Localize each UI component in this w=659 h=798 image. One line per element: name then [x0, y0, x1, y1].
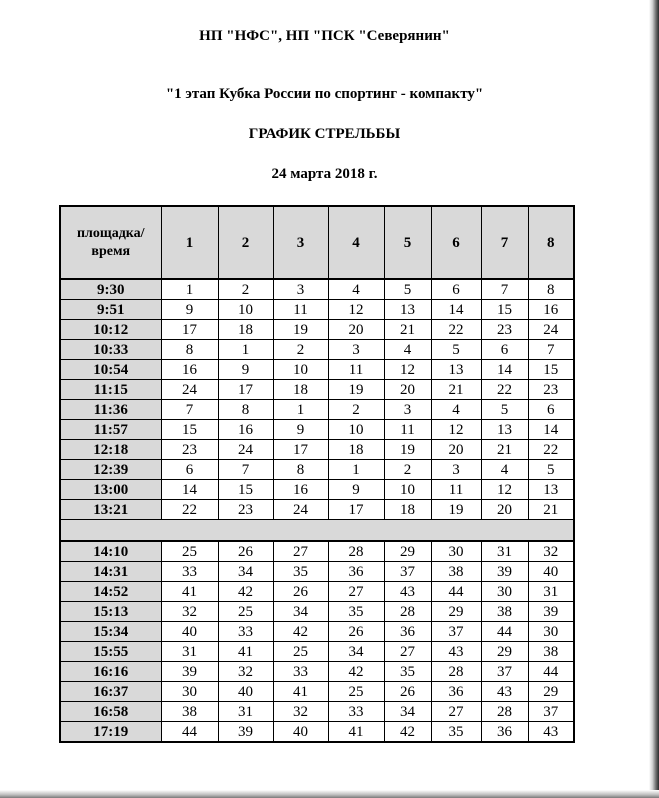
- time-cell: 14:10: [60, 541, 161, 562]
- squad-cell: 40: [218, 682, 273, 702]
- squad-cell: 2: [384, 460, 431, 480]
- squad-cell: 27: [328, 582, 384, 602]
- squad-cell: 16: [218, 420, 273, 440]
- squad-cell: 36: [481, 722, 528, 743]
- corner-label-range: площадка/: [76, 225, 145, 241]
- range-header: 7: [481, 206, 528, 279]
- time-cell: 9:30: [60, 279, 161, 300]
- squad-cell: 24: [273, 500, 328, 520]
- schedule-row: [60, 480, 574, 500]
- squad-cell: 21: [431, 380, 481, 400]
- squad-cell: 7: [481, 279, 528, 300]
- squad-cell: 15: [481, 300, 528, 320]
- squad-cell: 8: [273, 460, 328, 480]
- squad-cell: 41: [328, 722, 384, 743]
- squad-cell: 12: [328, 300, 384, 320]
- squad-cell: 43: [528, 722, 574, 743]
- squad-cell: 26: [328, 622, 384, 642]
- squad-cell: 4: [431, 400, 481, 420]
- squad-cell: 5: [384, 279, 431, 300]
- squad-cell: 43: [384, 582, 431, 602]
- squad-cell: 35: [384, 662, 431, 682]
- squad-cell: 31: [161, 642, 218, 662]
- squad-cell: 22: [161, 500, 218, 520]
- squad-cell: 18: [328, 440, 384, 460]
- schedule-row: [60, 702, 574, 722]
- squad-cell: 3: [328, 340, 384, 360]
- squad-cell: 10: [384, 480, 431, 500]
- squad-cell: 23: [528, 380, 574, 400]
- schedule-body: [60, 279, 574, 742]
- schedule-row: [60, 500, 574, 520]
- squad-cell: 14: [481, 360, 528, 380]
- squad-cell: 9: [161, 300, 218, 320]
- squad-cell: 13: [481, 420, 528, 440]
- squad-cell: 43: [431, 642, 481, 662]
- squad-cell: 8: [218, 400, 273, 420]
- squad-cell: 22: [528, 440, 574, 460]
- time-cell: 15:55: [60, 642, 161, 662]
- squad-cell: 7: [528, 340, 574, 360]
- time-cell: 15:13: [60, 602, 161, 622]
- squad-cell: 18: [384, 500, 431, 520]
- squad-cell: 5: [481, 400, 528, 420]
- squad-cell: 32: [218, 662, 273, 682]
- squad-cell: 40: [273, 722, 328, 743]
- time-cell: 11:36: [60, 400, 161, 420]
- squad-cell: 42: [218, 582, 273, 602]
- squad-cell: 20: [328, 320, 384, 340]
- squad-cell: 37: [481, 662, 528, 682]
- squad-cell: 30: [431, 541, 481, 562]
- squad-cell: 26: [384, 682, 431, 702]
- squad-cell: 3: [384, 400, 431, 420]
- squad-cell: 4: [481, 460, 528, 480]
- squad-cell: 7: [161, 400, 218, 420]
- squad-cell: 29: [384, 541, 431, 562]
- squad-cell: 34: [273, 602, 328, 622]
- schedule-row: [60, 360, 574, 380]
- time-cell: 15:34: [60, 622, 161, 642]
- schedule-row: [60, 722, 574, 743]
- squad-cell: 22: [431, 320, 481, 340]
- schedule-row: [60, 400, 574, 420]
- squad-cell: 4: [328, 279, 384, 300]
- squad-cell: 34: [384, 702, 431, 722]
- squad-cell: 12: [481, 480, 528, 500]
- squad-cell: 2: [328, 400, 384, 420]
- squad-cell: 19: [328, 380, 384, 400]
- time-cell: 13:21: [60, 500, 161, 520]
- range-header: 6: [431, 206, 481, 279]
- squad-cell: 14: [528, 420, 574, 440]
- squad-cell: 36: [384, 622, 431, 642]
- squad-cell: 35: [431, 722, 481, 743]
- squad-cell: 23: [481, 320, 528, 340]
- time-cell: 10:33: [60, 340, 161, 360]
- schedule-row: [60, 279, 574, 300]
- squad-cell: 2: [273, 340, 328, 360]
- squad-cell: 13: [384, 300, 431, 320]
- squad-cell: 41: [161, 582, 218, 602]
- squad-cell: 11: [328, 360, 384, 380]
- squad-cell: 11: [431, 480, 481, 500]
- squad-cell: 33: [161, 562, 218, 582]
- squad-cell: 4: [384, 340, 431, 360]
- time-cell: 16:16: [60, 662, 161, 682]
- squad-cell: 37: [384, 562, 431, 582]
- time-cell: 10:54: [60, 360, 161, 380]
- schedule-row: [60, 682, 574, 702]
- squad-cell: 35: [328, 602, 384, 622]
- squad-cell: 3: [431, 460, 481, 480]
- squad-cell: 26: [273, 582, 328, 602]
- time-cell: 14:52: [60, 582, 161, 602]
- squad-cell: 24: [218, 440, 273, 460]
- squad-cell: 1: [328, 460, 384, 480]
- squad-cell: 18: [218, 320, 273, 340]
- squad-cell: 38: [481, 602, 528, 622]
- schedule-row: [60, 582, 574, 602]
- squad-cell: 9: [328, 480, 384, 500]
- squad-cell: 25: [273, 642, 328, 662]
- squad-cell: 34: [218, 562, 273, 582]
- squad-cell: 40: [161, 622, 218, 642]
- squad-cell: 1: [218, 340, 273, 360]
- squad-cell: 15: [161, 420, 218, 440]
- squad-cell: 6: [481, 340, 528, 360]
- squad-cell: 17: [218, 380, 273, 400]
- squad-cell: 1: [273, 400, 328, 420]
- time-cell: 11:57: [60, 420, 161, 440]
- range-header: 5: [384, 206, 431, 279]
- squad-cell: 39: [161, 662, 218, 682]
- event-title: "1 этап Кубка России по спортинг - компакту": [165, 86, 484, 102]
- schedule-row: [60, 602, 574, 622]
- range-header: 4: [328, 206, 384, 279]
- squad-cell: 38: [161, 702, 218, 722]
- time-cell: 11:15: [60, 380, 161, 400]
- squad-cell: 3: [273, 279, 328, 300]
- squad-cell: 6: [431, 279, 481, 300]
- squad-cell: 2: [218, 279, 273, 300]
- schedule-row: [60, 380, 574, 400]
- squad-cell: 17: [328, 500, 384, 520]
- schedule-row: [60, 562, 574, 582]
- squad-cell: 12: [431, 420, 481, 440]
- squad-cell: 24: [161, 380, 218, 400]
- schedule-row: [60, 300, 574, 320]
- squad-cell: 30: [161, 682, 218, 702]
- squad-cell: 19: [384, 440, 431, 460]
- squad-cell: 21: [481, 440, 528, 460]
- corner-label-time: время: [91, 243, 131, 259]
- squad-cell: 10: [328, 420, 384, 440]
- squad-cell: 35: [273, 562, 328, 582]
- squad-cell: 13: [431, 360, 481, 380]
- squad-cell: 34: [328, 642, 384, 662]
- squad-cell: 16: [161, 360, 218, 380]
- schedule-row: [60, 662, 574, 682]
- squad-cell: 31: [481, 541, 528, 562]
- schedule-row: [60, 622, 574, 642]
- time-cell: 13:00: [60, 480, 161, 500]
- schedule-row: [60, 420, 574, 440]
- squad-cell: 15: [528, 360, 574, 380]
- squad-cell: 16: [273, 480, 328, 500]
- squad-cell: 42: [328, 662, 384, 682]
- squad-cell: 43: [481, 682, 528, 702]
- range-header: 3: [273, 206, 328, 279]
- shooting-schedule-table: [59, 205, 575, 743]
- squad-cell: 32: [528, 541, 574, 562]
- squad-cell: 33: [218, 622, 273, 642]
- squad-cell: 23: [218, 500, 273, 520]
- squad-cell: 38: [528, 642, 574, 662]
- squad-cell: 40: [528, 562, 574, 582]
- schedule-row: [60, 642, 574, 662]
- squad-cell: 28: [481, 702, 528, 722]
- squad-cell: 22: [481, 380, 528, 400]
- squad-cell: 39: [481, 562, 528, 582]
- squad-cell: 8: [528, 279, 574, 300]
- squad-cell: 21: [384, 320, 431, 340]
- schedule-row: [60, 440, 574, 460]
- squad-cell: 20: [384, 380, 431, 400]
- squad-cell: 44: [481, 622, 528, 642]
- squad-cell: 32: [161, 602, 218, 622]
- squad-cell: 33: [328, 702, 384, 722]
- time-cell: 16:37: [60, 682, 161, 702]
- time-cell: 12:18: [60, 440, 161, 460]
- squad-cell: 17: [161, 320, 218, 340]
- squad-cell: 7: [218, 460, 273, 480]
- squad-cell: 31: [218, 702, 273, 722]
- squad-cell: 11: [273, 300, 328, 320]
- squad-cell: 18: [273, 380, 328, 400]
- time-cell: 12:39: [60, 460, 161, 480]
- document-title: ГРАФИК СТРЕЛЬБЫ: [248, 126, 401, 142]
- squad-cell: 13: [528, 480, 574, 500]
- squad-cell: 42: [273, 622, 328, 642]
- squad-cell: 20: [431, 440, 481, 460]
- squad-cell: 29: [481, 642, 528, 662]
- squad-cell: 37: [528, 702, 574, 722]
- time-cell: 17:19: [60, 722, 161, 743]
- squad-cell: 30: [528, 622, 574, 642]
- squad-cell: 28: [431, 662, 481, 682]
- squad-cell: 26: [218, 541, 273, 562]
- squad-cell: 39: [528, 602, 574, 622]
- squad-cell: 29: [528, 682, 574, 702]
- schedule-row: [60, 460, 574, 480]
- squad-cell: 44: [431, 582, 481, 602]
- squad-cell: 15: [218, 480, 273, 500]
- squad-cell: 23: [161, 440, 218, 460]
- squad-cell: 31: [528, 582, 574, 602]
- squad-cell: 9: [273, 420, 328, 440]
- squad-cell: 9: [218, 360, 273, 380]
- squad-cell: 17: [273, 440, 328, 460]
- squad-cell: 30: [481, 582, 528, 602]
- time-cell: 9:51: [60, 300, 161, 320]
- squad-cell: 44: [528, 662, 574, 682]
- squad-cell: 36: [328, 562, 384, 582]
- squad-cell: 44: [161, 722, 218, 743]
- squad-cell: 39: [218, 722, 273, 743]
- organizer-heading: НП "НФС", НП "ПСК "Северянин": [199, 28, 450, 44]
- squad-cell: 1: [161, 279, 218, 300]
- squad-cell: 20: [481, 500, 528, 520]
- range-header: 8: [528, 206, 574, 279]
- squad-cell: 19: [431, 500, 481, 520]
- squad-cell: 12: [384, 360, 431, 380]
- squad-cell: 21: [528, 500, 574, 520]
- schedule-row: [60, 541, 574, 562]
- squad-cell: 5: [528, 460, 574, 480]
- range-header: 2: [218, 206, 273, 279]
- squad-cell: 6: [161, 460, 218, 480]
- range-header: 1: [161, 206, 218, 279]
- squad-cell: 8: [161, 340, 218, 360]
- squad-cell: 27: [384, 642, 431, 662]
- squad-cell: 41: [218, 642, 273, 662]
- squad-cell: 33: [273, 662, 328, 682]
- schedule-row: [60, 320, 574, 340]
- scan-shadow-bottom: [0, 790, 659, 798]
- squad-cell: 14: [431, 300, 481, 320]
- time-cell: 14:31: [60, 562, 161, 582]
- squad-cell: 10: [273, 360, 328, 380]
- break-row: [60, 520, 574, 542]
- event-date: 24 марта 2018 г.: [271, 166, 378, 182]
- squad-cell: 38: [431, 562, 481, 582]
- squad-cell: 25: [328, 682, 384, 702]
- squad-cell: 32: [273, 702, 328, 722]
- schedule-row: [60, 340, 574, 360]
- squad-cell: 6: [528, 400, 574, 420]
- squad-cell: 11: [384, 420, 431, 440]
- squad-cell: 42: [384, 722, 431, 743]
- scan-shadow-right: [649, 0, 659, 798]
- time-cell: 16:58: [60, 702, 161, 722]
- squad-cell: 28: [384, 602, 431, 622]
- squad-cell: 41: [273, 682, 328, 702]
- squad-cell: 24: [528, 320, 574, 340]
- squad-cell: 29: [431, 602, 481, 622]
- corner-header: [60, 206, 161, 279]
- squad-cell: 19: [273, 320, 328, 340]
- break-cell: [60, 520, 574, 542]
- squad-cell: 27: [431, 702, 481, 722]
- squad-cell: 28: [328, 541, 384, 562]
- squad-cell: 37: [431, 622, 481, 642]
- squad-cell: 10: [218, 300, 273, 320]
- squad-cell: 27: [273, 541, 328, 562]
- squad-cell: 16: [528, 300, 574, 320]
- squad-cell: 25: [161, 541, 218, 562]
- squad-cell: 36: [431, 682, 481, 702]
- time-cell: 10:12: [60, 320, 161, 340]
- squad-cell: 5: [431, 340, 481, 360]
- squad-cell: 25: [218, 602, 273, 622]
- squad-cell: 14: [161, 480, 218, 500]
